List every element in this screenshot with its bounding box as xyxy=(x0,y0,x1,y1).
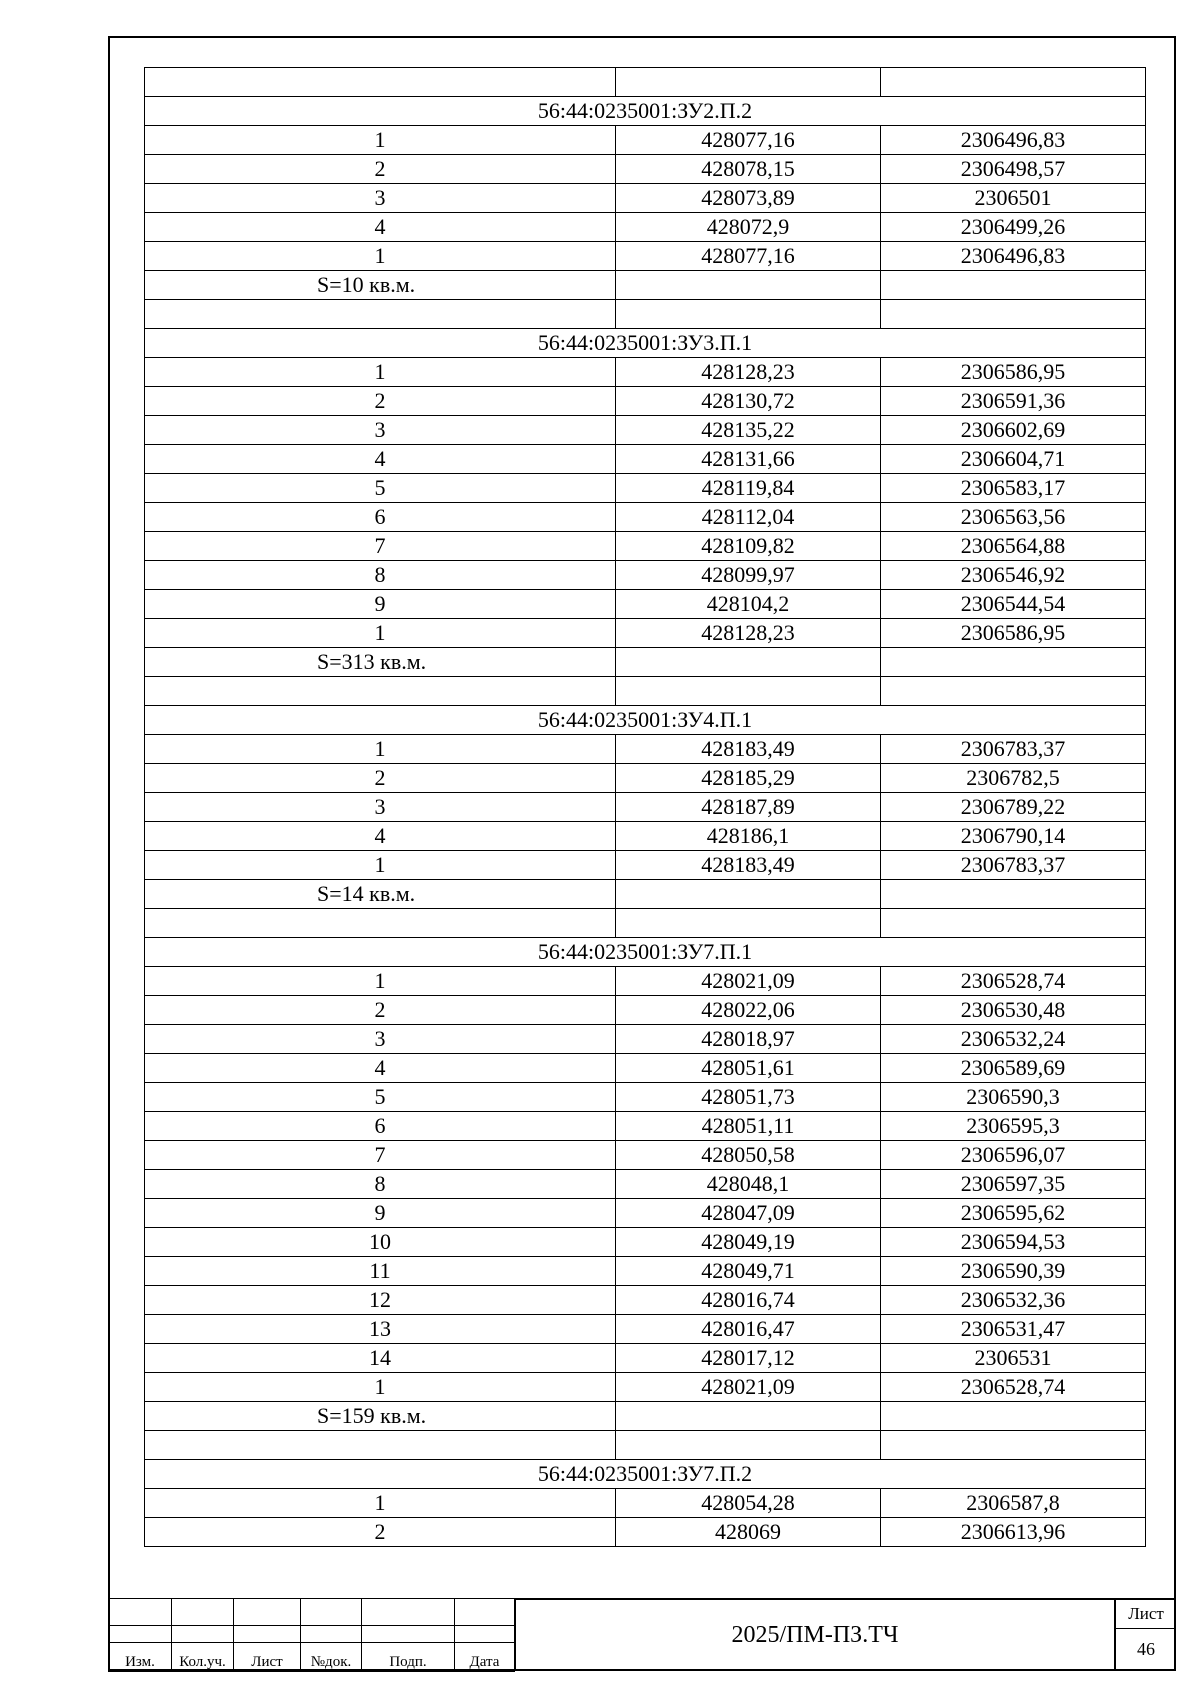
area-row xyxy=(145,1402,1146,1431)
x-coordinate: 428077,16 xyxy=(616,242,881,271)
table-row xyxy=(145,1054,1146,1083)
x-coordinate: 428130,72 xyxy=(616,387,881,416)
x-coordinate: 428109,82 xyxy=(616,532,881,561)
y-coordinate: 2306498,57 xyxy=(881,155,1146,184)
table-row xyxy=(145,1112,1146,1141)
table-row xyxy=(145,1373,1146,1402)
x-coordinate: 428051,73 xyxy=(616,1083,881,1112)
table-row xyxy=(145,764,1146,793)
x-coordinate: 428049,19 xyxy=(616,1228,881,1257)
x-coordinate: 428183,49 xyxy=(616,735,881,764)
revision-cell xyxy=(234,1599,301,1626)
revision-cell xyxy=(109,1626,172,1643)
point-number: 1 xyxy=(145,242,616,271)
sheet-number: 46 xyxy=(1137,1639,1155,1659)
x-coordinate: 428128,23 xyxy=(616,619,881,648)
spacer-row xyxy=(145,68,1146,97)
x-coordinate: 428078,15 xyxy=(616,155,881,184)
x-coordinate: 428021,09 xyxy=(616,1373,881,1402)
x-coordinate: 428054,28 xyxy=(616,1489,881,1518)
empty-cell xyxy=(881,1431,1146,1460)
y-coordinate: 2306586,95 xyxy=(881,619,1146,648)
x-coordinate: 428112,04 xyxy=(616,503,881,532)
label-data: Дата xyxy=(455,1643,515,1672)
x-coordinate: 428186,1 xyxy=(616,822,881,851)
spacer-row xyxy=(145,300,1146,329)
x-coordinate: 428073,89 xyxy=(616,184,881,213)
empty-cell xyxy=(145,300,616,329)
label-kol-uch: Кол.уч. xyxy=(172,1643,234,1672)
y-coordinate: 2306528,74 xyxy=(881,1373,1146,1402)
table-row xyxy=(145,996,1146,1025)
table-row xyxy=(145,387,1146,416)
y-coordinate: 2306789,22 xyxy=(881,793,1146,822)
point-number: 7 xyxy=(145,1141,616,1170)
parcel-title: 56:44:0235001:ЗУ7.П.2 xyxy=(145,1460,1146,1489)
table-row xyxy=(145,213,1146,242)
area-row xyxy=(145,880,1146,909)
spacer-row xyxy=(145,677,1146,706)
x-coordinate: 428016,74 xyxy=(616,1286,881,1315)
x-coordinate: 428022,06 xyxy=(616,996,881,1025)
revision-cell xyxy=(455,1599,515,1626)
label-ndok: №док. xyxy=(301,1643,362,1672)
parcel-title-row xyxy=(145,1460,1146,1489)
table-row xyxy=(145,1315,1146,1344)
y-coordinate: 2306544,54 xyxy=(881,590,1146,619)
table-row xyxy=(145,184,1146,213)
parcel-title: 56:44:0235001:ЗУ3.П.1 xyxy=(145,329,1146,358)
empty-cell xyxy=(881,677,1146,706)
y-coordinate: 2306590,39 xyxy=(881,1257,1146,1286)
table-row xyxy=(145,735,1146,764)
x-coordinate: 428128,23 xyxy=(616,358,881,387)
x-coordinate: 428016,47 xyxy=(616,1315,881,1344)
empty-cell xyxy=(881,1402,1146,1431)
point-number: 3 xyxy=(145,1025,616,1054)
x-coordinate: 428051,61 xyxy=(616,1054,881,1083)
point-number: 1 xyxy=(145,1489,616,1518)
document-code: 2025/ПМ-ПЗ.ТЧ xyxy=(514,1598,1114,1671)
point-number: 2 xyxy=(145,1518,616,1547)
point-number: 4 xyxy=(145,822,616,851)
y-coordinate: 2306532,36 xyxy=(881,1286,1146,1315)
y-coordinate: 2306564,88 xyxy=(881,532,1146,561)
spacer-row xyxy=(145,909,1146,938)
revision-grid xyxy=(108,1598,515,1672)
area-value: S=10 кв.м. xyxy=(145,271,616,300)
empty-cell xyxy=(616,300,881,329)
x-coordinate: 428187,89 xyxy=(616,793,881,822)
point-number: 11 xyxy=(145,1257,616,1286)
table-row xyxy=(145,474,1146,503)
y-coordinate: 2306590,3 xyxy=(881,1083,1146,1112)
table-row xyxy=(145,619,1146,648)
sheet-number-box xyxy=(1114,1598,1176,1671)
point-number: 12 xyxy=(145,1286,616,1315)
revision-cell xyxy=(362,1626,455,1643)
area-row xyxy=(145,271,1146,300)
empty-cell xyxy=(616,68,881,97)
area-value: S=14 кв.м. xyxy=(145,880,616,909)
point-number: 9 xyxy=(145,590,616,619)
y-coordinate: 2306591,36 xyxy=(881,387,1146,416)
table-row xyxy=(145,503,1146,532)
empty-cell xyxy=(881,880,1146,909)
revision-cell xyxy=(172,1626,234,1643)
x-coordinate: 428069 xyxy=(616,1518,881,1547)
point-number: 4 xyxy=(145,1054,616,1083)
x-coordinate: 428183,49 xyxy=(616,851,881,880)
empty-cell xyxy=(881,909,1146,938)
empty-cell xyxy=(616,271,881,300)
y-coordinate: 2306530,48 xyxy=(881,996,1146,1025)
x-coordinate: 428135,22 xyxy=(616,416,881,445)
y-coordinate: 2306783,37 xyxy=(881,735,1146,764)
point-number: 1 xyxy=(145,967,616,996)
revision-cell xyxy=(455,1626,515,1643)
x-coordinate: 428099,97 xyxy=(616,561,881,590)
parcel-title: 56:44:0235001:ЗУ2.П.2 xyxy=(145,97,1146,126)
point-number: 5 xyxy=(145,1083,616,1112)
revision-cell xyxy=(301,1626,362,1643)
point-number: 1 xyxy=(145,851,616,880)
coordinates-table xyxy=(144,67,1146,1547)
label-list: Лист xyxy=(234,1643,301,1672)
revision-cell xyxy=(172,1599,234,1626)
table-row xyxy=(145,1228,1146,1257)
table-row xyxy=(145,1170,1146,1199)
x-coordinate: 428072,9 xyxy=(616,213,881,242)
table-row xyxy=(145,1025,1146,1054)
y-coordinate: 2306496,83 xyxy=(881,242,1146,271)
y-coordinate: 2306597,35 xyxy=(881,1170,1146,1199)
point-number: 3 xyxy=(145,416,616,445)
y-coordinate: 2306595,62 xyxy=(881,1199,1146,1228)
x-coordinate: 428018,97 xyxy=(616,1025,881,1054)
table-row xyxy=(145,851,1146,880)
point-number: 4 xyxy=(145,213,616,242)
area-value: S=313 кв.м. xyxy=(145,648,616,677)
area-row xyxy=(145,648,1146,677)
table-row xyxy=(145,155,1146,184)
empty-cell xyxy=(881,68,1146,97)
table-row xyxy=(145,1286,1146,1315)
x-coordinate: 428021,09 xyxy=(616,967,881,996)
label-podp: Подп. xyxy=(362,1643,455,1672)
area-value: S=159 кв.м. xyxy=(145,1402,616,1431)
y-coordinate: 2306587,8 xyxy=(881,1489,1146,1518)
y-coordinate: 2306528,74 xyxy=(881,967,1146,996)
y-coordinate: 2306604,71 xyxy=(881,445,1146,474)
point-number: 7 xyxy=(145,532,616,561)
point-number: 2 xyxy=(145,996,616,1025)
x-coordinate: 428050,58 xyxy=(616,1141,881,1170)
label-izm: Изм. xyxy=(109,1643,172,1672)
y-coordinate: 2306596,07 xyxy=(881,1141,1146,1170)
y-coordinate: 2306594,53 xyxy=(881,1228,1146,1257)
table-row xyxy=(145,126,1146,155)
empty-cell xyxy=(145,68,616,97)
parcel-title-row xyxy=(145,329,1146,358)
point-number: 6 xyxy=(145,503,616,532)
revision-cell xyxy=(362,1599,455,1626)
empty-cell xyxy=(881,271,1146,300)
table-row xyxy=(145,1518,1146,1547)
parcel-title: 56:44:0235001:ЗУ7.П.1 xyxy=(145,938,1146,967)
point-number: 1 xyxy=(145,1373,616,1402)
point-number: 4 xyxy=(145,445,616,474)
table-row xyxy=(145,242,1146,271)
empty-cell xyxy=(145,909,616,938)
table-row xyxy=(145,1489,1146,1518)
x-coordinate: 428049,71 xyxy=(616,1257,881,1286)
x-coordinate: 428185,29 xyxy=(616,764,881,793)
y-coordinate: 2306532,24 xyxy=(881,1025,1146,1054)
title-block xyxy=(108,1598,1176,1671)
parcel-title-row xyxy=(145,938,1146,967)
point-number: 8 xyxy=(145,561,616,590)
x-coordinate: 428104,2 xyxy=(616,590,881,619)
empty-cell xyxy=(145,1431,616,1460)
y-coordinate: 2306589,69 xyxy=(881,1054,1146,1083)
point-number: 1 xyxy=(145,126,616,155)
y-coordinate: 2306782,5 xyxy=(881,764,1146,793)
revision-cell xyxy=(109,1599,172,1626)
point-number: 1 xyxy=(145,358,616,387)
point-number: 9 xyxy=(145,1199,616,1228)
point-number: 1 xyxy=(145,735,616,764)
table-row xyxy=(145,1083,1146,1112)
table-row xyxy=(145,445,1146,474)
point-number: 10 xyxy=(145,1228,616,1257)
parcel-title-row xyxy=(145,97,1146,126)
point-number: 8 xyxy=(145,1170,616,1199)
y-coordinate: 2306496,83 xyxy=(881,126,1146,155)
parcel-title-row xyxy=(145,706,1146,735)
table-row xyxy=(145,822,1146,851)
point-number: 13 xyxy=(145,1315,616,1344)
point-number: 2 xyxy=(145,155,616,184)
y-coordinate: 2306783,37 xyxy=(881,851,1146,880)
y-coordinate: 2306563,56 xyxy=(881,503,1146,532)
y-coordinate: 2306602,69 xyxy=(881,416,1146,445)
x-coordinate: 428048,1 xyxy=(616,1170,881,1199)
y-coordinate: 2306546,92 xyxy=(881,561,1146,590)
table-row xyxy=(145,1199,1146,1228)
y-coordinate: 2306613,96 xyxy=(881,1518,1146,1547)
empty-cell xyxy=(616,1402,881,1431)
empty-cell xyxy=(881,300,1146,329)
point-number: 2 xyxy=(145,764,616,793)
y-coordinate: 2306501 xyxy=(881,184,1146,213)
empty-cell xyxy=(145,677,616,706)
parcel-title: 56:44:0235001:ЗУ4.П.1 xyxy=(145,706,1146,735)
point-number: 6 xyxy=(145,1112,616,1141)
empty-cell xyxy=(616,648,881,677)
y-coordinate: 2306790,14 xyxy=(881,822,1146,851)
x-coordinate: 428017,12 xyxy=(616,1344,881,1373)
y-coordinate: 2306595,3 xyxy=(881,1112,1146,1141)
sheet-label: Лист xyxy=(1116,1600,1176,1629)
empty-cell xyxy=(881,648,1146,677)
y-coordinate: 2306531,47 xyxy=(881,1315,1146,1344)
table-row xyxy=(145,561,1146,590)
point-number: 2 xyxy=(145,387,616,416)
point-number: 3 xyxy=(145,793,616,822)
table-row xyxy=(145,1344,1146,1373)
empty-cell xyxy=(616,909,881,938)
table-row xyxy=(145,1257,1146,1286)
table-row xyxy=(145,532,1146,561)
revision-cell xyxy=(234,1626,301,1643)
table-row xyxy=(145,1141,1146,1170)
point-number: 14 xyxy=(145,1344,616,1373)
table-row xyxy=(145,967,1146,996)
table-row xyxy=(145,416,1146,445)
point-number: 3 xyxy=(145,184,616,213)
table-row xyxy=(145,590,1146,619)
x-coordinate: 428077,16 xyxy=(616,126,881,155)
point-number: 5 xyxy=(145,474,616,503)
revision-cell xyxy=(301,1599,362,1626)
y-coordinate: 2306583,17 xyxy=(881,474,1146,503)
x-coordinate: 428051,11 xyxy=(616,1112,881,1141)
empty-cell xyxy=(616,1431,881,1460)
y-coordinate: 2306499,26 xyxy=(881,213,1146,242)
spacer-row xyxy=(145,1431,1146,1460)
x-coordinate: 428131,66 xyxy=(616,445,881,474)
empty-cell xyxy=(616,880,881,909)
table-row xyxy=(145,358,1146,387)
x-coordinate: 428119,84 xyxy=(616,474,881,503)
point-number: 1 xyxy=(145,619,616,648)
x-coordinate: 428047,09 xyxy=(616,1199,881,1228)
y-coordinate: 2306531 xyxy=(881,1344,1146,1373)
table-row xyxy=(145,793,1146,822)
empty-cell xyxy=(616,677,881,706)
y-coordinate: 2306586,95 xyxy=(881,358,1146,387)
